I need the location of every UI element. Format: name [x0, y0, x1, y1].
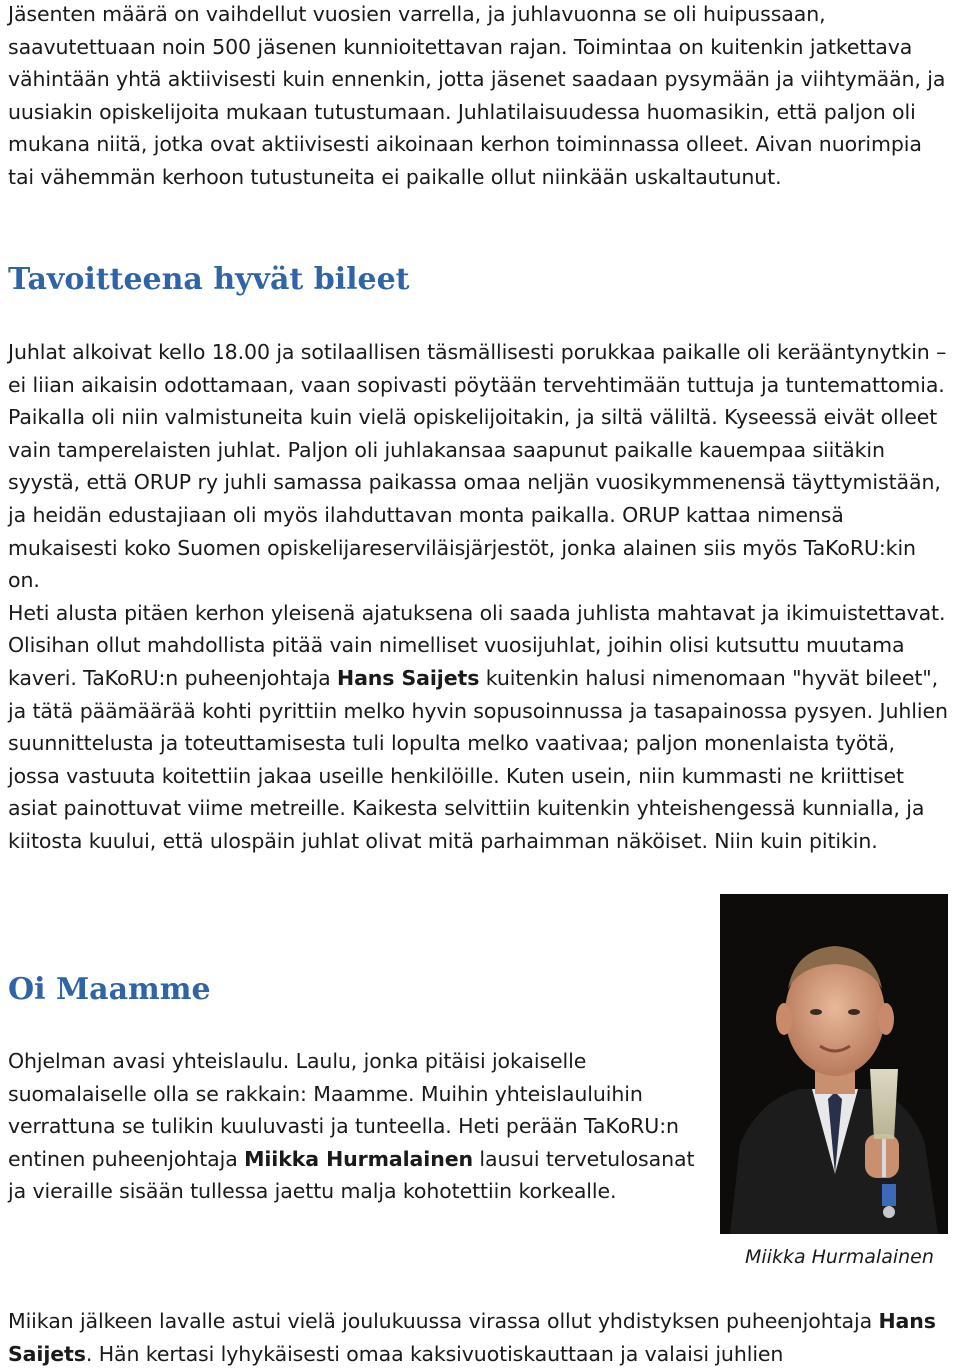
text-run: Heti alusta pitäen kerhon yleisenä ajatuksena oli saada juhlista mahtavat ja ikimuistettavat. Olisihan ollut mahdollista pitää vain nimelliset vuosijuhlat, joihin olisi kutsuttu muutama kaveri. TaKoRU:n puheenjohtaja: [8, 600, 946, 690]
section-heading-oi-maamme: Oi Maamme: [8, 972, 211, 1007]
text-run: kuitenkin halusi nimenomaan "hyvät bileet", ja tätä päämäärää kohti pyrittiin melko hyvin sopusoinnussa ja tasapainossa pysyen. Juhlien suunnittelusta ja toteuttamisesta tuli lopulta melko vaativaa; paljon monenlaista työtä, jossa vastuuta koitettiin jakaa useille henkilöille. Kuten usein, niin kummasti ne kriittiset asiat painottuvat viime metreille. Kaikesta selvittiin kuitenkin yhteishengessä kunnialla, ja kiitosta kuului, että ulospäin juhlat olivat mitä parhaimman näköiset. Niin kuin pitikin.: [8, 665, 948, 853]
text-run: Miikan jälkeen lavalle astui vielä joulukuussa virassa ollut yhdistyksen puheenjohtaja: [8, 1309, 879, 1333]
section1-body: [8, 336, 952, 858]
section1-paragraph-2: [8, 597, 952, 858]
text-run: . Hän kertasi lyhykäisesti omaa kaksivuotiskauttaan ja valaisi juhlien: [85, 1341, 784, 1366]
text-run: Ohjelman avasi yhteislaulu. Laulu, jonka pitäisi jokaiselle suomalaiselle olla se rakkain: Maamme. Muihin yhteislauluihin verrattuna se tulikin kuuluvasti ja tunteella. Heti perään TaKoRU:n entinen puheenjohtaja: [8, 1049, 679, 1171]
closing-paragraph: [8, 1305, 952, 1370]
intro-paragraph: Jäsenten määrä on vaihdellut vuosien varrella, ja juhlavuonna se oli huipussaan, saavutettuaan noin 500 jäsenen kunnioitettavan rajan. Toimintaa on kuitenkin jatkettava vähintään yhtä aktiivisesti kuin ennenkin, jotta jäsenet saadaan pysymään ja viihtymään, ja uusiakin opiskelijoita mukaan tutustumaan. Juhlatilaisuudessa huomasikin, että paljon oli mukana niitä, jotka ovat aktiivisesti aikoinaan kerhon toiminnassa olleet. Aivan nuorimpia tai vähemmän kerhoon tutustuneita ei paikalle ollut niinkään uskaltautunut.: [8, 2, 946, 189]
photo-caption: Miikka Hurmalainen: [745, 1246, 934, 1268]
section-heading-tavoitteena: Tavoitteena hyvät bileet: [8, 262, 410, 297]
bold-name: Hans Saijets: [8, 1309, 936, 1366]
portrait-photo: [720, 894, 948, 1234]
text-run: lausui tervetulosanat ja vieraille sisään tullessa jaettu malja kohotettiin korkealle.: [8, 1146, 695, 1204]
bold-name: Miikka Hurmalainen: [244, 1146, 474, 1171]
section1-paragraph-1: Juhlat alkoivat kello 18.00 ja sotilaallisen täsmällisesti porukkaa paikalle oli kerääntynytkin – ei liian aikaisin odottamaan, vaan sopivasti pöytään tervehtimään tuttuja ja tuntemattomia. Paikalla oli niin valmistuneita kuin vielä opiskelijoitakin, ja siltä väliltä. Kyseessä eivät olleet vain tamperelaisten juhlat. Paljon oli juhlakansaa saapunut paikalle kauempaa siitäkin syystä, että ORUP ry juhli samassa paikassa omaa neljän vuosikymmenensä täyttymistään, ja heidän edustajiaan oli myös ilahduttavan monta paikalla. ORUP kattaa nimensä mukaisesti koko Suomen opiskelijareserviläisjärjestöt, jonka alainen siis myös TaKoRU:kin on.: [8, 340, 947, 593]
portrait-image: [720, 894, 948, 1234]
section2-paragraph: [8, 1045, 708, 1208]
bold-name: Hans Saijets: [337, 665, 480, 690]
